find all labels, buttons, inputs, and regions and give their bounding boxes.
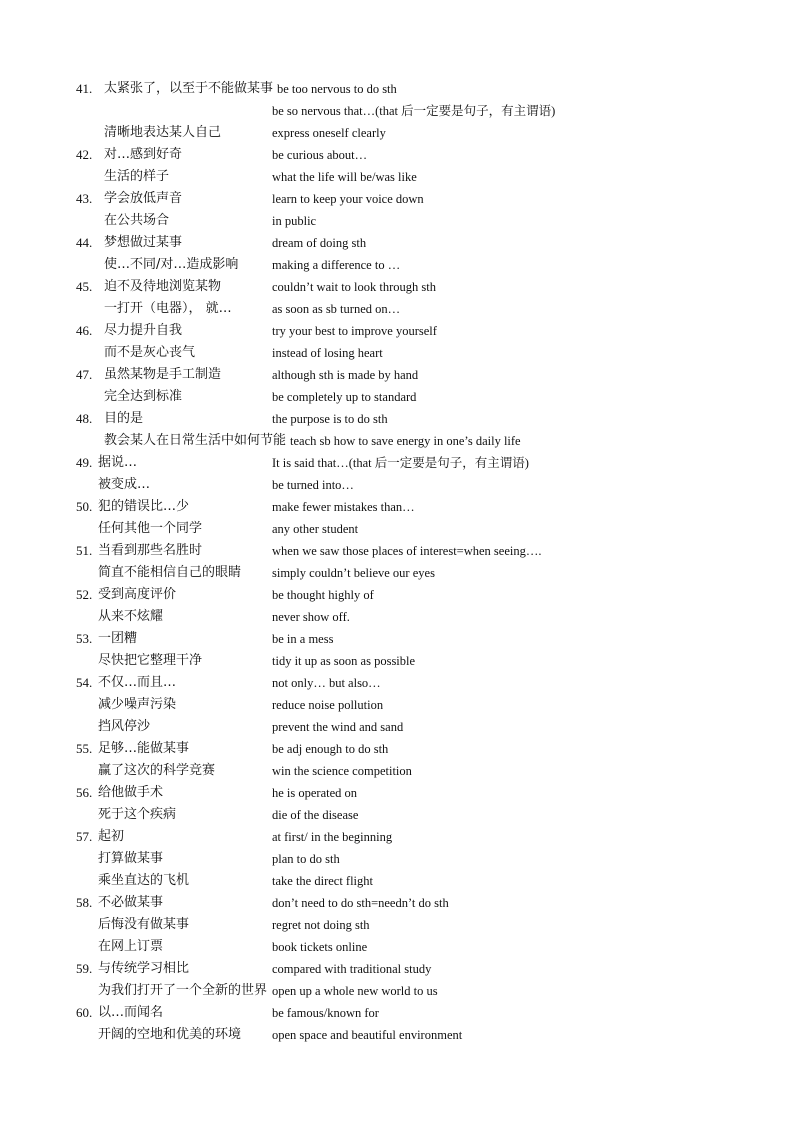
english-phrase: book tickets online — [272, 940, 368, 954]
phrase-row — [0, 100, 794, 122]
english-phrase: learn to keep your voice down — [272, 192, 424, 206]
english-phrase: win the science competition — [272, 764, 412, 778]
phrase-row — [0, 606, 794, 628]
item-number: 42. — [76, 147, 93, 162]
english-phrase: couldn’t wait to look through sth — [272, 280, 436, 294]
chinese-phrase: 任何其他一个同学 — [98, 521, 203, 536]
phrase-row — [0, 892, 794, 914]
item-number: 56. — [76, 785, 93, 800]
english-phrase: he is operated on — [272, 786, 358, 800]
english-phrase: be adj enough to do sth — [272, 742, 389, 756]
phrase-row — [0, 958, 794, 980]
chinese-phrase: 赢了这次的科学竞赛 — [98, 763, 216, 778]
phrase-row — [0, 848, 794, 870]
chinese-phrase: 不仅…而且… — [98, 675, 177, 690]
phrase-row — [0, 188, 794, 210]
chinese-phrase: 当看到那些名胜时 — [98, 543, 203, 558]
chinese-phrase: 对…感到好奇 — [104, 147, 183, 162]
chinese-phrase: 使…不同/对…造成影响 — [104, 257, 239, 272]
english-phrase: prevent the wind and sand — [272, 720, 404, 734]
chinese-phrase: 完全达到标准 — [104, 389, 183, 404]
phrase-row — [0, 452, 794, 474]
chinese-phrase: 教会某人在日常生活中如何节能 — [104, 433, 287, 448]
english-phrase: dream of doing sth — [272, 236, 367, 250]
english-phrase: although sth is made by hand — [272, 368, 419, 382]
phrase-row — [0, 650, 794, 672]
chinese-phrase: 目的是 — [104, 411, 144, 426]
english-phrase: express oneself clearly — [272, 126, 386, 140]
chinese-phrase: 乘坐直达的飞机 — [98, 873, 190, 888]
phrase-row — [0, 496, 794, 518]
phrase-row — [0, 430, 794, 452]
chinese-phrase: 迫不及待地浏览某物 — [104, 279, 222, 294]
phrase-row — [0, 716, 794, 738]
chinese-phrase: 学会放低声音 — [104, 191, 183, 206]
english-phrase: never show off. — [272, 610, 350, 624]
item-number: 41. — [76, 81, 93, 96]
phrase-row — [0, 254, 794, 276]
chinese-phrase: 而不是灰心丧气 — [104, 345, 196, 360]
phrase-row — [0, 386, 794, 408]
item-number: 46. — [76, 323, 93, 338]
phrase-row — [0, 562, 794, 584]
phrase-row — [0, 78, 794, 100]
english-phrase: be famous/known for — [272, 1006, 379, 1020]
phrase-row — [0, 1024, 794, 1046]
chinese-phrase: 减少噪声污染 — [98, 697, 177, 712]
english-phrase: instead of losing heart — [272, 346, 383, 360]
phrase-row — [0, 232, 794, 254]
phrase-row — [0, 298, 794, 320]
vocabulary-list — [0, 78, 794, 1046]
phrase-row — [0, 738, 794, 760]
chinese-phrase: 被变成… — [98, 477, 151, 492]
english-phrase: at first/ in the beginning — [272, 830, 393, 844]
item-number: 55. — [76, 741, 93, 756]
chinese-phrase: 据说… — [98, 455, 138, 470]
phrase-row — [0, 826, 794, 848]
item-number: 58. — [76, 895, 93, 910]
chinese-phrase: 清晰地表达某人自己 — [104, 125, 222, 140]
chinese-phrase: 梦想做过某事 — [104, 235, 183, 250]
phrase-row — [0, 914, 794, 936]
english-phrase: making a difference to … — [272, 258, 401, 272]
item-number: 53. — [76, 631, 93, 646]
english-phrase: be completely up to standard — [272, 390, 417, 404]
item-number: 48. — [76, 411, 93, 426]
chinese-phrase: 与传统学习相比 — [98, 961, 190, 976]
phrase-row — [0, 782, 794, 804]
phrase-row — [0, 672, 794, 694]
english-phrase: regret not doing sth — [272, 918, 370, 932]
english-phrase: don’t need to do sth=needn’t do sth — [272, 896, 449, 910]
phrase-row — [0, 474, 794, 496]
chinese-phrase: 不必做某事 — [98, 895, 164, 910]
chinese-phrase: 开阔的空地和优美的环境 — [98, 1027, 242, 1042]
english-phrase: the purpose is to do sth — [272, 412, 388, 426]
english-phrase: compared with traditional study — [272, 962, 432, 976]
phrase-row — [0, 320, 794, 342]
item-number: 59. — [76, 961, 93, 976]
english-phrase: try your best to improve yourself — [272, 324, 437, 338]
item-number: 45. — [76, 279, 93, 294]
english-phrase: It is said that…(that 后一定要是句子，有主谓语) — [272, 456, 529, 470]
phrase-row — [0, 584, 794, 606]
chinese-phrase: 犯的错误比…少 — [98, 499, 190, 514]
item-number: 54. — [76, 675, 93, 690]
phrase-row — [0, 122, 794, 144]
english-phrase: when we saw those places of interest=when seeing…. — [272, 544, 542, 558]
item-number: 57. — [76, 829, 93, 844]
chinese-phrase: 打算做某事 — [98, 851, 164, 866]
phrase-row — [0, 936, 794, 958]
english-phrase: be curious about… — [272, 148, 368, 162]
chinese-phrase: 给他做手术 — [98, 785, 164, 800]
chinese-phrase: 以…而闻名 — [98, 1005, 164, 1020]
phrase-row — [0, 540, 794, 562]
phrase-row — [0, 518, 794, 540]
chinese-phrase: 足够…能做某事 — [98, 741, 190, 756]
english-phrase: take the direct flight — [272, 874, 374, 888]
chinese-phrase: 一团糟 — [98, 631, 138, 646]
chinese-phrase: 为我们打开了一个全新的世界 — [98, 983, 268, 998]
item-number: 44. — [76, 235, 93, 250]
phrase-row — [0, 276, 794, 298]
english-phrase: what the life will be/was like — [272, 170, 417, 184]
chinese-phrase: 在网上订票 — [98, 939, 164, 954]
chinese-phrase: 太紧张了，以至于不能做某事 — [104, 81, 274, 96]
item-number: 43. — [76, 191, 93, 206]
chinese-phrase: 挡风停沙 — [98, 719, 151, 734]
english-phrase: plan to do sth — [272, 852, 340, 866]
chinese-phrase: 起初 — [98, 829, 125, 844]
phrase-row — [0, 166, 794, 188]
chinese-phrase: 后悔没有做某事 — [98, 917, 190, 932]
phrase-row — [0, 364, 794, 386]
phrase-row — [0, 144, 794, 166]
chinese-phrase: 一打开（电器）， 就… — [104, 301, 232, 316]
english-phrase: reduce noise pollution — [272, 698, 384, 712]
phrase-row — [0, 342, 794, 364]
english-phrase: tidy it up as soon as possible — [272, 654, 416, 668]
item-number: 60. — [76, 1005, 93, 1020]
phrase-row — [0, 870, 794, 892]
chinese-phrase: 简直不能相信自己的眼睛 — [98, 565, 242, 580]
chinese-phrase: 在公共场合 — [104, 213, 170, 228]
english-phrase: be so nervous that…(that 后一定要是句子，有主谓语) — [272, 104, 556, 118]
english-phrase: open up a whole new world to us — [272, 984, 438, 998]
english-phrase: be thought highly of — [272, 588, 374, 602]
english-phrase: be too nervous to do sth — [277, 82, 397, 96]
phrase-row — [0, 210, 794, 232]
phrase-row — [0, 804, 794, 826]
phrase-row — [0, 408, 794, 430]
phrase-row — [0, 694, 794, 716]
english-phrase: simply couldn’t believe our eyes — [272, 566, 435, 580]
phrase-row — [0, 760, 794, 782]
item-number: 49. — [76, 455, 93, 470]
item-number: 51. — [76, 543, 93, 558]
english-phrase: die of the disease — [272, 808, 359, 822]
phrase-row — [0, 980, 794, 1002]
item-number: 52. — [76, 587, 93, 602]
chinese-phrase: 虽然某物是手工制造 — [104, 367, 222, 382]
chinese-phrase: 生活的样子 — [104, 169, 170, 184]
english-phrase: as soon as sb turned on… — [272, 302, 401, 316]
english-phrase: teach sb how to save energy in one’s daily life — [290, 434, 521, 448]
english-phrase: open space and beautiful environment — [272, 1028, 463, 1042]
item-number: 50. — [76, 499, 93, 514]
english-phrase: in public — [272, 214, 317, 228]
chinese-phrase: 尽力提升自我 — [104, 323, 183, 338]
english-phrase: be turned into… — [272, 478, 354, 492]
english-phrase: not only… but also… — [272, 676, 381, 690]
english-phrase: any other student — [272, 522, 359, 536]
chinese-phrase: 从来不炫耀 — [98, 609, 164, 624]
chinese-phrase: 尽快把它整理干净 — [98, 653, 203, 668]
chinese-phrase: 死于这个疾病 — [98, 807, 177, 822]
chinese-phrase: 受到高度评价 — [98, 587, 177, 602]
english-phrase: be in a mess — [272, 632, 334, 646]
item-number: 47. — [76, 367, 93, 382]
english-phrase: make fewer mistakes than… — [272, 500, 415, 514]
phrase-row — [0, 1002, 794, 1024]
phrase-row — [0, 628, 794, 650]
